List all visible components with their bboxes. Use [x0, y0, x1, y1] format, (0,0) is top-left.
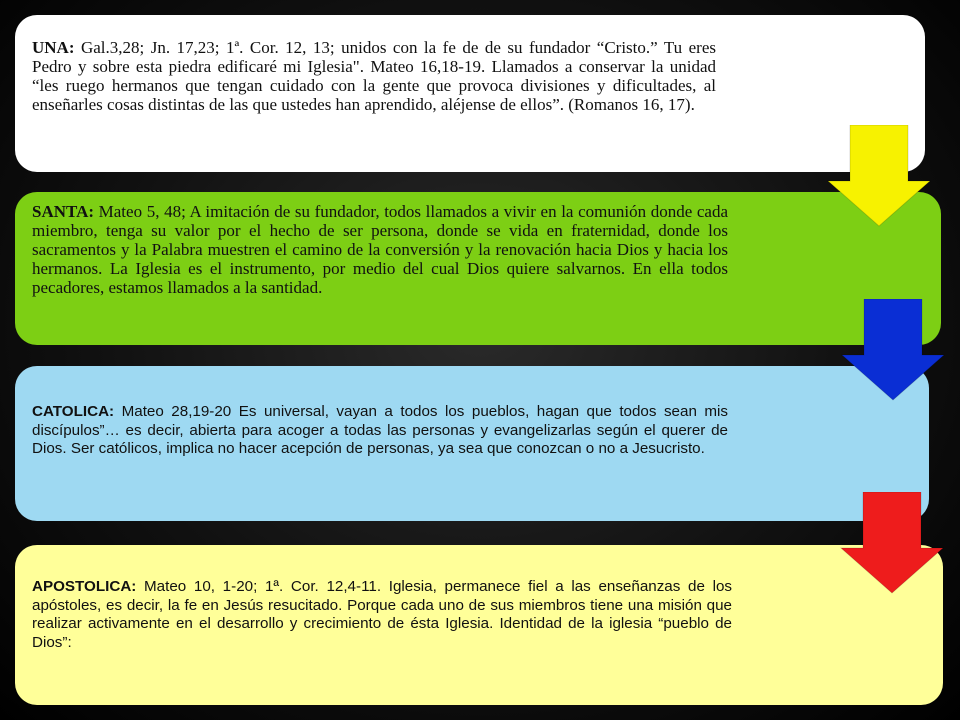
blue-down-arrow-icon	[840, 299, 946, 401]
card-una-label: UNA:	[32, 38, 75, 57]
card-apostolica-body: Mateo 10, 1-20; 1ª. Cor. 12,4-11. Iglesia, permanece fiel a las enseñanzas de los apóstoles, es decir, la fe en Jesús resucitado. Porque cada uno de sus miembros tiene una misión que realizar activamente en el desarrollo y crecimiento de ésta Iglesia. Identidad de la iglesia “pueblo de Dios”:	[32, 578, 732, 651]
card-catolica-body: Mateo 28,19-20 Es universal, vayan a todos los pueblos, hagan que todos sean mis discípulos”… es decir, abierta para acoger a todas las personas y evangelizarlas según el querer de Dios. Ser católicos, implica no hacer acepción de personas, ya sea que conozcan o no a Jesucristo.	[32, 403, 728, 457]
card-apostolica-text	[32, 578, 732, 652]
red-down-arrow-icon	[839, 492, 945, 594]
card-catolica-text	[32, 403, 728, 459]
card-santa-text	[32, 202, 728, 297]
card-santa-label: SANTA:	[32, 202, 95, 221]
card-una-body: Gal.3,28; Jn. 17,23; 1ª. Cor. 12, 13; unidos con la fe de de su fundador “Cristo.” Tu eres Pedro y sobre esta piedra edificaré mi Iglesia". Mateo 16,18-19. Llamados a conservar la unidad “les ruego hermanos que tengan cuidado con la gente que provoca divisiones y dificultades, al enseñarles cosas distintas de las que ustedes han aprendido, aléjense de ellos”. (Romanos 16, 17).	[32, 38, 716, 114]
card-santa-body: Mateo 5, 48; A imitación de su fundador, todos llamados a vivir en la comunión donde cada miembro, tenga su valor por el hecho de ser persona, donde se vida en fraternidad, donde los sacramentos y la Palabra muestren el camino de la conversión y la renovación hacia Dios y hacia los hermanos. La Iglesia es el instrumento, por medio del cual Dios quiere salvarnos. En ella todos pecadores, estamos llamados a la santidad.	[32, 202, 728, 297]
yellow-down-arrow-icon	[826, 125, 932, 227]
card-una-text	[32, 38, 716, 114]
card-apostolica-label: APOSTOLICA:	[32, 578, 137, 595]
card-catolica-label: CATOLICA:	[32, 403, 115, 420]
